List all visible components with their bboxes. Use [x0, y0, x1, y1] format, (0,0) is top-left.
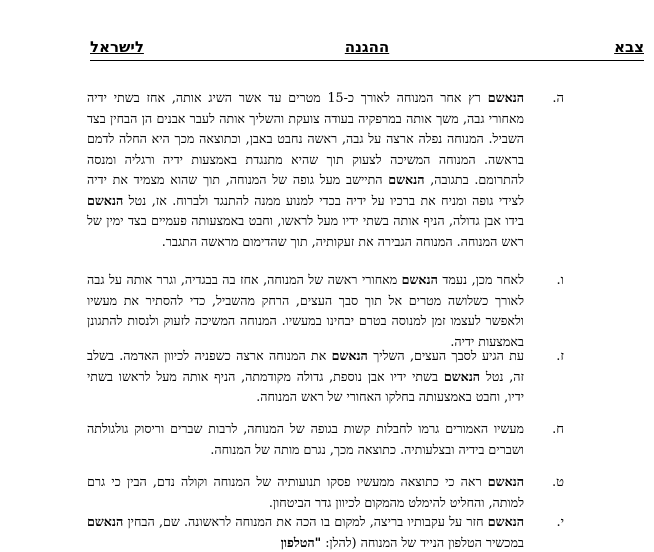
- paragraph-body: [87, 88, 524, 252]
- header-right-text: צבא: [614, 38, 644, 56]
- paragraph-label: ו.: [556, 273, 564, 288]
- accused-term: הנאשם: [331, 348, 368, 363]
- paragraph-text: מעשיו האמורים גרמו לחבלות קשות בגופה של המנוחה, לרבות שברים וריסוק גולגולתה ושברים בידיה ובצלעותיה. כתוצאה מכך, נגרם מותה של המנוחה.: [87, 421, 524, 457]
- paragraph-text: חזר על עקבותיו בריצה, למקום בו הכה את המנוחה לראשונה. שם, הבחין: [123, 514, 488, 529]
- paragraph-body: [87, 472, 524, 513]
- paragraph-vav: [87, 270, 564, 350]
- paragraph-body: [87, 419, 524, 460]
- paragraph-text: התיישב מעל גופה של המנוחה, תוך שהוא מצמיד את ידיה לצידי גופה ומניח את ברכיו על ידיה בכדי למנוע ממנה להתנגד ולברוח. אז, נטל: [87, 172, 524, 208]
- paragraph-text: ראה כי כתוצאה ממעשיו פסקו תנועותיה של המנוחה וקולה נדם, הבין כי גרם למותה, והחליט להימלט מהמקום לכיוון גדר הביטחון.: [87, 474, 524, 510]
- page-header: [90, 38, 644, 61]
- paragraph-label: ז.: [556, 349, 564, 364]
- accused-term: הנאשם: [401, 272, 438, 287]
- accused-term: "הטלפון: [280, 534, 322, 550]
- accused-term: הנאשם: [87, 514, 124, 529]
- header-left-text: לישראל: [90, 38, 144, 56]
- paragraph-text: לאחר מכן, נעמד: [437, 272, 524, 287]
- paragraph-label: ה.: [552, 91, 564, 106]
- accused-term: הנאשם: [487, 474, 524, 489]
- paragraph-he: [87, 88, 564, 278]
- paragraph-text: במכשיר הטלפון הנייד של המנוחה (להלן:: [321, 534, 524, 550]
- paragraph-body: [87, 346, 524, 408]
- paragraph-tet: [87, 472, 564, 514]
- paragraph-text: רץ אחר המנוחה לאורך כ-15 מטרים עד אשר השיג אותה, אחז בשתי ידיה מאחורי גבה, משך אותה במרפקיה בעודה צועקת והשליך אותה לעבר אבנים הן הבחין בצד השביל. המנוחה נפלה ארצה על גבה, ראשה נחבט באבן, וכתוצאה מכך היא החלה לדמם בראשה. המנוחה המשיכה לצעוק תוך שהיא מתנגדת באמצעות ידיה ורגליה ומנסה להתרומם. בתגובה,: [87, 90, 524, 187]
- paragraph-label: ח.: [552, 422, 564, 437]
- paragraph-text: בשתי ידיו אבן נוספת, גדולה מקודמתה, הניף אותה מעל לראשו בשתי ידיו, וחבט באמצעותה בחלקו האחורי של ראש המנוחה.: [87, 368, 524, 404]
- paragraph-body: [87, 512, 524, 552]
- paragraph-text: בידו אבן גדולה, הניף אותה בשתי ידיו מעל לראשו, וחבט באמצעותה פעמיים בצד ימין של ראש המנוחה. המנוחה הגבירה את זעקותיה, תוך שהדימום מראשה התגבר.: [87, 213, 524, 249]
- paragraph-text: את המנוחה ארצה כשפניה לכיוון האדמה. בשלב זה, נטל: [87, 348, 525, 384]
- paragraph-label: ט.: [552, 475, 564, 490]
- paragraph-text: עת הגיע לסבך העצים, השליך: [367, 348, 524, 363]
- paragraph-yod: [87, 512, 564, 552]
- paragraph-zayin: [87, 346, 564, 408]
- accused-term: הנאשם: [487, 90, 524, 105]
- paragraph-body: [87, 270, 524, 352]
- paragraph-text: מאחורי ראשה של המנוחה, אחז בה בבגדיה, וגרר אותה על גבה לאורך כשלושה מטרים אל תוך סבך העצים, הרחק מהשביל, כדי להסתיר את מעשיו ולאפשר לעצמו זמן למנוסה בטרם יבחינו במעשיו. המנוחה המשיכה לזעוק ולנסות להתגונן באמצעות ידיה.: [87, 272, 524, 349]
- accused-term: הנאשם: [443, 368, 481, 384]
- paragraph-label: י.: [556, 515, 564, 530]
- accused-term: הנאשם: [388, 172, 425, 187]
- accused-term: הנאשם: [487, 514, 524, 529]
- header-center-text: ההגנה: [344, 38, 390, 56]
- accused-term: הנאשם: [87, 192, 124, 208]
